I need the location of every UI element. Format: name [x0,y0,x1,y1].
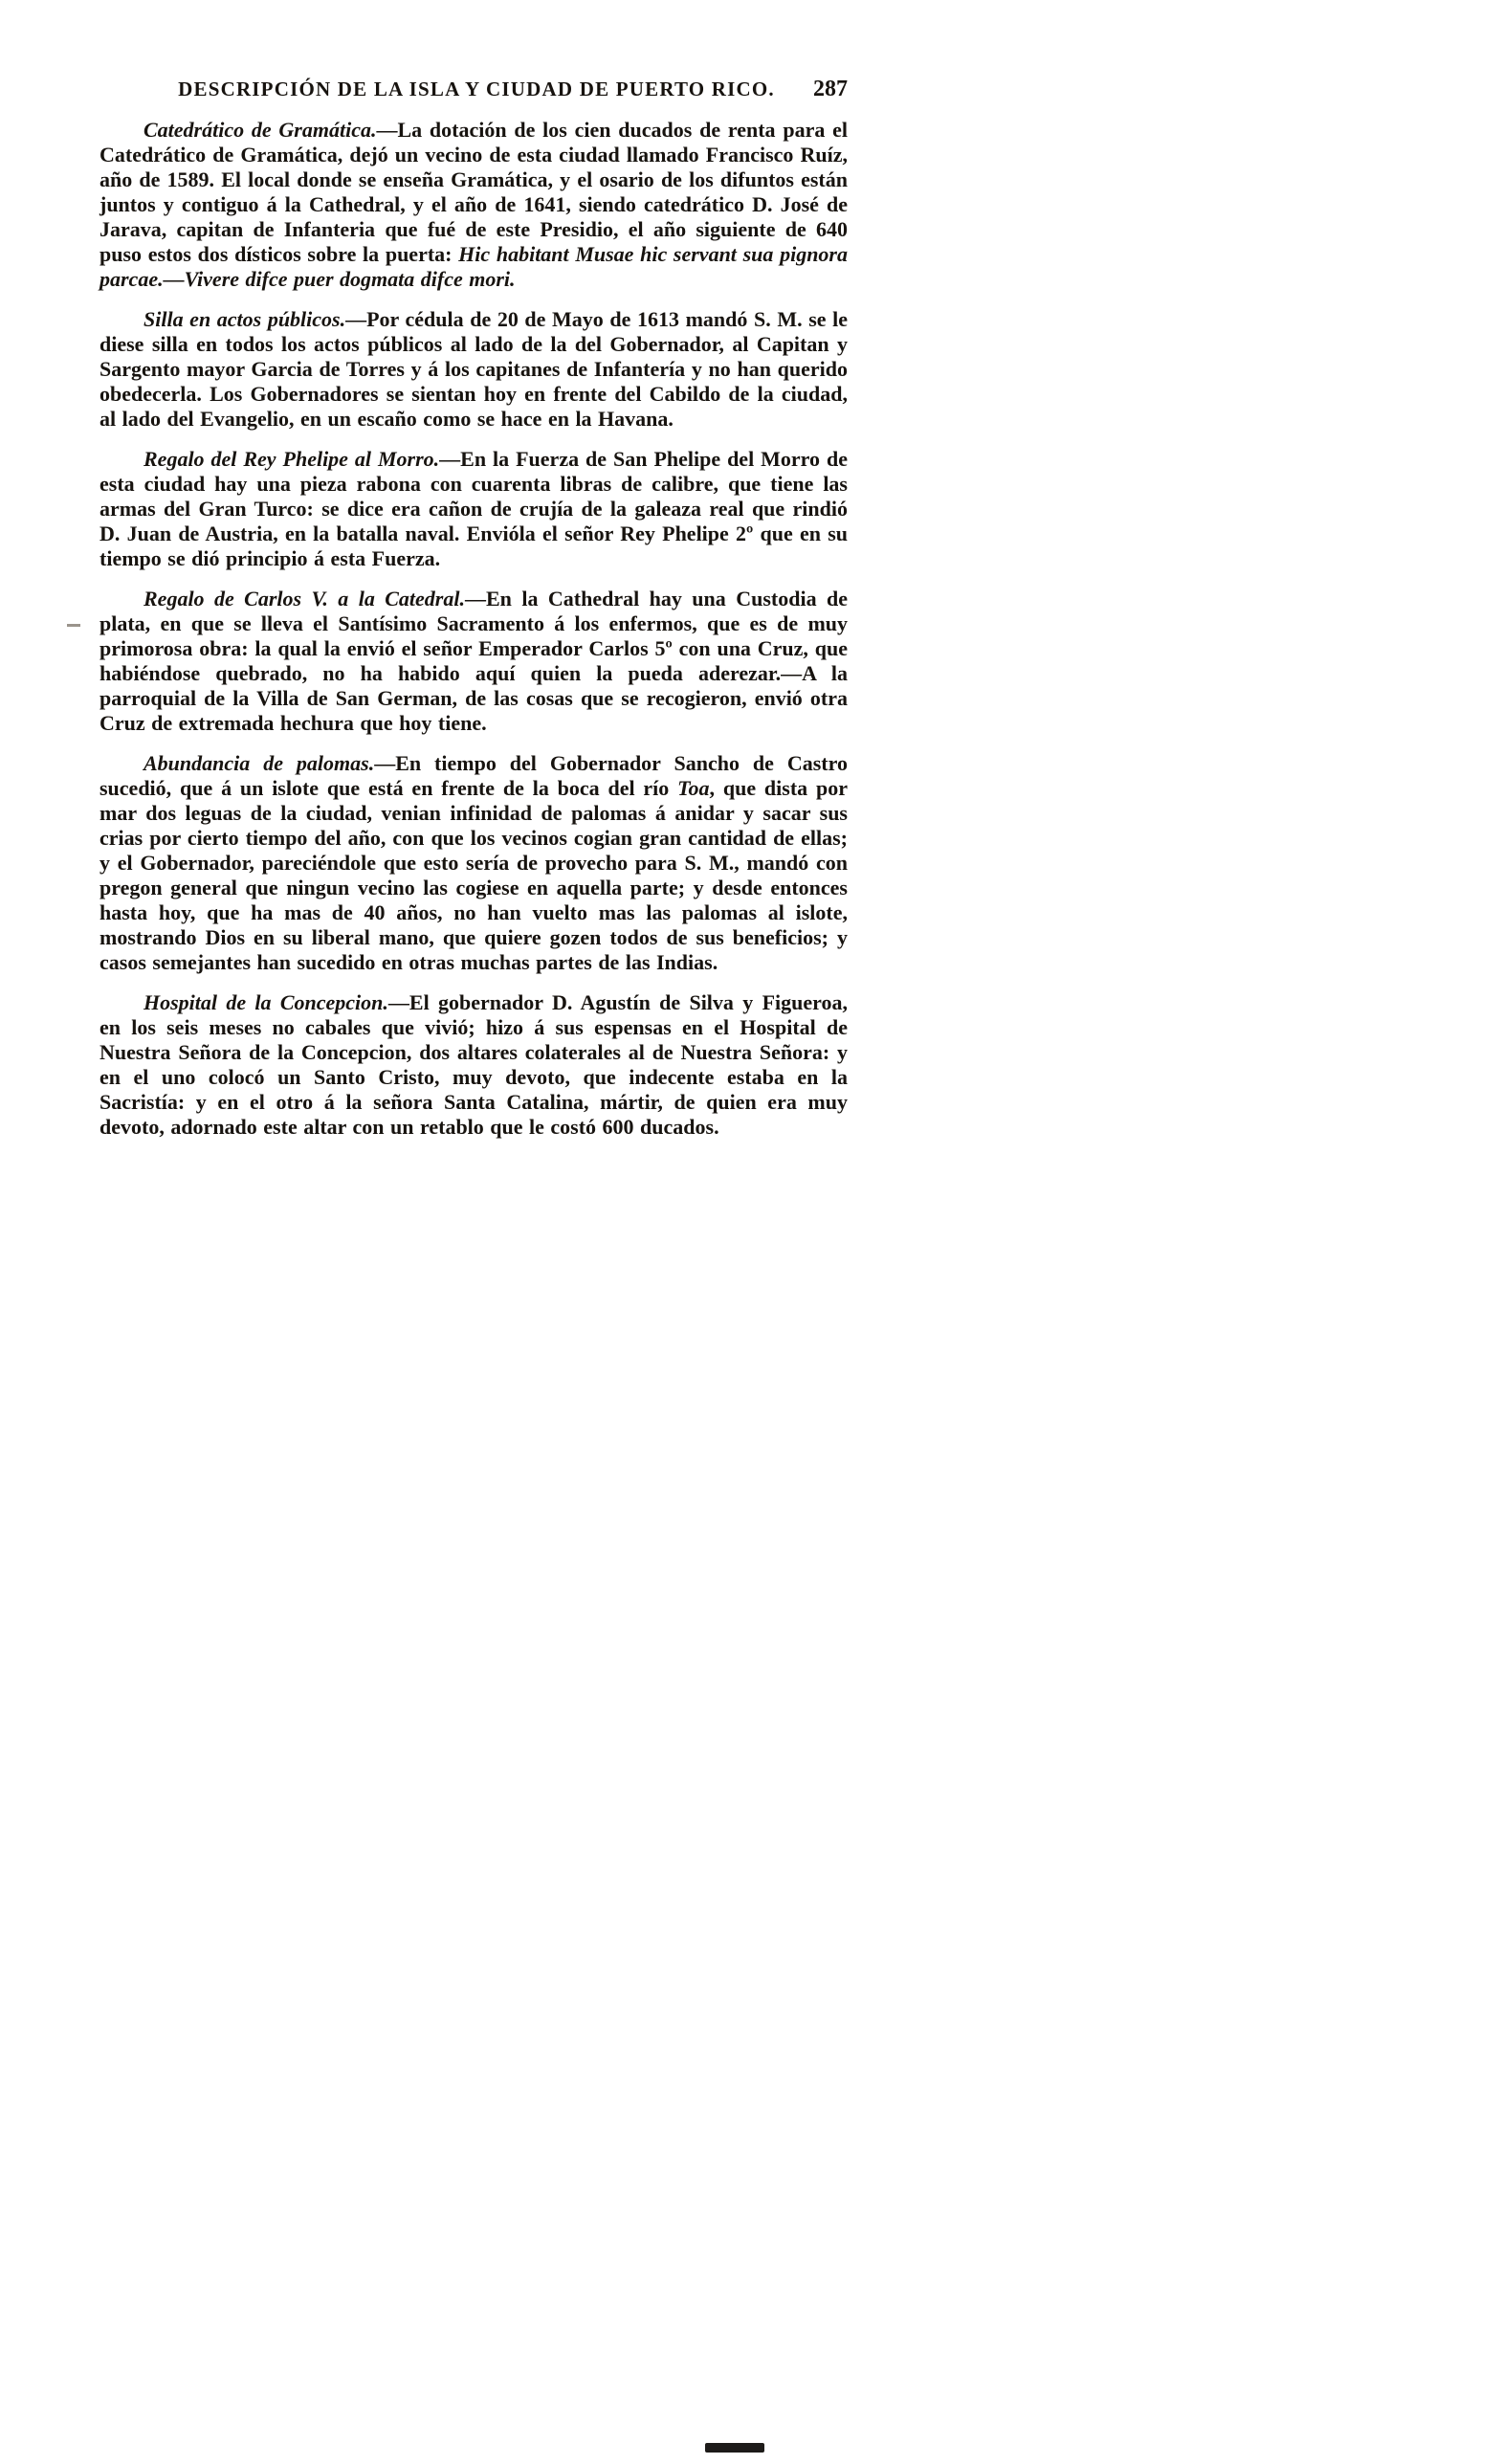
text-segment: —La dotación de los cien ducados de renta para el Catedrático de Gramática, dejó un vecino de esta ciudad llamado Francisco Ruíz, año de 1589. El local donde se enseña Gramática, y el osario de los difuntos están juntos y contiguo á la Cathedral, y el año de 1641, siendo catedrático D. José de Jarava, capitan de Infanteria que fué de este Presidio, el año siguiente de 640 puso estos dos dísticos sobre la puerta: [99,118,848,266]
text-segment: —El gobernador D. Agustín de Silva y Figueroa, en los seis meses no cabales que vivió; hizo á sus espensas en el Hospital de Nuestra Señora de la Concepcion, dos altares colaterales al de Nuestra Señora: y en el uno colocó un Santo Cristo, muy devoto, que indecente estaba en la Sacristía: y en el otro á la señora Santa Catalina, mártir, de quien era muy devoto, adornado este altar con un retablo que le costó 600 ducados. [99,990,848,1139]
scan-artifact-bottom-mark [705,2443,764,2453]
text-segment: —Por cédula de 20 de Mayo de 1613 mandó S. M. se le diese silla en todos los actos públicos al lado de la del Gobernador, al Capitan y Sargento mayor Garcia de Torres y á los capitanes de Infantería y no han querido obedecerla. Los Gobernadores se sientan hoy en frente del Cabildo de la ciudad, al lado del Evangelio, en un escaño como se hace en la Havana. [99,307,849,431]
italic-text-segment: Hic habitant Musae hic servant sua pignora parcae.—Vivere difce puer dogmata difce mori. [99,242,848,291]
page-number: 287 [813,77,848,101]
text-segment: , que dista por mar dos leguas de la ciudad, venian infinidad de palomas á anidar y sacar sus crias por cierto tiempo del año, con que los vecinos cogian gran cantidad de ellas; y el Gobernador, pareciéndole que esto sería de provecho para S. M., mandó con pregon general que ningun vecino las cogiese en aquella parte; y desde entonces hasta hoy, que ha mas de 40 años, no han vuelto mas las palomas al islote, mostrando Dios en su liberal mano, que quiere gozen todos de sus beneficios; y casos semejantes han sucedido en otras muchas partes de las Indias. [99,776,848,974]
text-block [99,77,848,1155]
italic-text-segment: Abundancia de palomas. [144,751,375,775]
page-header [99,77,848,102]
running-title: DESCRIPCIÓN DE LA ISLA Y CIUDAD DE PUERTO RICO. [178,78,775,100]
italic-text-segment: Silla en actos públicos. [144,307,346,331]
paragraph [99,990,848,1140]
text-segment: —En tiempo del Gobernador Sancho de Castro sucedió, que á un islote que está en frente de la boca del río [99,751,848,800]
italic-text-segment: Catedrático de Gramática. [144,118,377,142]
paragraph [99,447,848,571]
italic-text-segment: Hospital de la Concepcion. [144,990,388,1014]
italic-text-segment: Regalo del Rey Phelipe al Morro. [144,447,440,471]
paragraph [99,307,848,432]
paragraph [99,118,848,292]
text-segment: —En la Fuerza de San Phelipe del Morro de esta ciudad hay una pieza rabona con cuarenta libras de calibre, que tiene las armas del Gran Turco: se dice era cañon de crujía de la galeaza real que rindió D. Juan de Austria, en la batalla naval. Envióla el señor Rey Phelipe 2º que en su tiempo se dió principio á esta Fuerza. [99,447,848,570]
scan-artifact-margin-mark [67,624,80,627]
text-segment: —En la Cathedral hay una Custodia de plata, en que se lleva el Santísimo Sacramento á los enfermos, que es de muy primorosa obra: la qual la envió el señor Emperador Carlos 5º con una Cruz, que habiéndose quebrado, no ha habido aquí quien la pueda aderezar.—A la parroquial de la Villa de San German, de las cosas que se recogieron, envió otra Cruz de extremada hechura que hoy tiene. [99,587,848,735]
paragraphs [99,118,848,1140]
italic-text-segment: Regalo de Carlos V. a la Catedral. [144,587,465,610]
paragraph [99,587,848,736]
italic-text-segment: Toa [677,776,710,800]
paragraph [99,751,848,975]
